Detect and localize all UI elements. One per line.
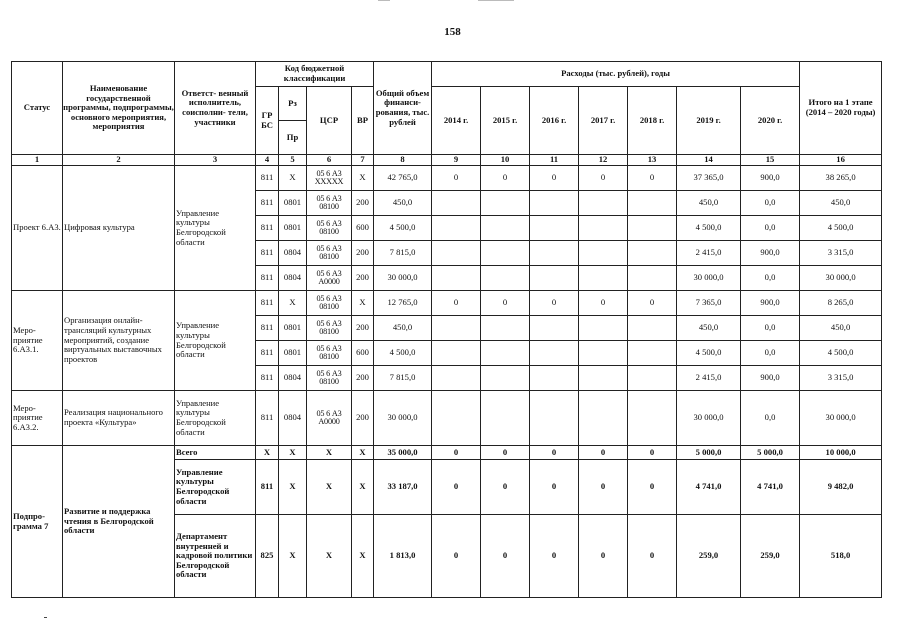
year-2020-cell: 0,0 [741,391,800,446]
year-2020-cell: 0,0 [741,216,800,241]
csr-cell: 05 6 А3 08100 [307,241,352,266]
stage-total-cell: 38 265,0 [800,166,882,191]
header-name: Наименование государственной программы, подпрограммы, основного мероприятия, мероприятия [63,62,175,155]
csr-cell: 05 6 А3 08100 [307,341,352,366]
column-number: 1 [12,155,63,166]
year-2018-cell [628,241,677,266]
table-row [12,446,882,460]
stage-total-cell: 4 500,0 [800,216,882,241]
header-csr: ЦСР [307,87,352,155]
year-2014-cell: 0 [432,446,481,460]
year-2016-cell: 0 [530,446,579,460]
grbs-cell: Х [256,446,279,460]
column-number: 11 [530,155,579,166]
total-cell: 7 815,0 [374,241,432,266]
subprogram-body [12,446,882,598]
table-row [12,291,882,316]
year-2015-cell [481,191,530,216]
year-2018-cell [628,341,677,366]
grbs-cell: 811 [256,366,279,391]
column-number: 16 [800,155,882,166]
column-number: 12 [579,155,628,166]
row-executor: Департамент внутренней и кадровой политики Белгородской области [175,515,256,598]
row-executor: Управление культуры Белгородской области [175,291,256,391]
csr-cell: 05 6 А3 08100 [307,366,352,391]
year-2014-cell: 0 [432,460,481,515]
vr-cell: Х [352,166,374,191]
year-2019-cell: 30 000,0 [677,391,741,446]
vr-cell: 200 [352,241,374,266]
total-cell: 450,0 [374,191,432,216]
vr-cell: 200 [352,391,374,446]
year-2017-cell [579,266,628,291]
year-2014-cell: 0 [432,515,481,598]
header-rz: Рз [279,87,307,121]
year-2019-cell: 2 415,0 [677,241,741,266]
year-2017-cell [579,391,628,446]
total-cell: 33 187,0 [374,460,432,515]
rz-pr-cell: 0804 [279,391,307,446]
vr-cell: 200 [352,366,374,391]
header-total-volume: Общий объем финанси- рования, тыс. рублей [374,62,432,155]
year-2014-cell [432,366,481,391]
groups-body [12,166,882,446]
year-2015-cell: 0 [481,291,530,316]
year-2017-cell [579,216,628,241]
year-2016-cell: 0 [530,515,579,598]
year-2014-cell [432,316,481,341]
row-executor: Управление культуры Белгородской области [175,166,256,291]
year-2015-cell [481,366,530,391]
page-mark [44,617,47,618]
row-executor: Всего [175,446,256,460]
year-2018-cell [628,391,677,446]
stage-total-cell: 450,0 [800,191,882,216]
rz-pr-cell: 0801 [279,216,307,241]
stage-total-cell: 3 315,0 [800,366,882,391]
year-2016-cell [530,316,579,341]
grbs-cell: 811 [256,316,279,341]
grbs-cell: 811 [256,241,279,266]
header-year-2019: 2019 г. [677,87,741,155]
csr-cell: 05 6 А3 08100 [307,316,352,341]
header-pr: Пр [279,121,307,155]
year-2020-cell: 0,0 [741,316,800,341]
year-2018-cell: 0 [628,515,677,598]
year-2016-cell: 0 [530,460,579,515]
year-2017-cell: 0 [579,460,628,515]
row-status: Подпро- грамма 7 [12,446,63,598]
year-2019-cell: 37 365,0 [677,166,741,191]
stage-total-cell: 30 000,0 [800,266,882,291]
year-2020-cell: 5 000,0 [741,446,800,460]
column-number: 10 [481,155,530,166]
header-year-2015: 2015 г. [481,87,530,155]
total-cell: 30 000,0 [374,266,432,291]
top-rule-right [478,0,514,1]
year-2017-cell [579,241,628,266]
year-2019-cell: 4 741,0 [677,460,741,515]
year-2018-cell [628,316,677,341]
year-2019-cell: 259,0 [677,515,741,598]
header-budget-code: Код бюджетной классификации [256,62,374,87]
row-executor: Управление культуры Белгородской области [175,460,256,515]
rz-pr-cell: Х [279,515,307,598]
top-rule-left [378,0,390,1]
year-2020-cell: 900,0 [741,166,800,191]
row-name: Реализация национального проекта «Культура» [63,391,175,446]
year-2017-cell: 0 [579,166,628,191]
year-2020-cell: 259,0 [741,515,800,598]
year-2018-cell [628,266,677,291]
year-2020-cell: 900,0 [741,291,800,316]
csr-cell: 05 6 А3 ХХХХХ [307,166,352,191]
year-2017-cell [579,366,628,391]
year-2018-cell: 0 [628,166,677,191]
total-cell: 30 000,0 [374,391,432,446]
grbs-cell: 811 [256,391,279,446]
header-year-2020: 2020 г. [741,87,800,155]
total-cell: 450,0 [374,316,432,341]
column-number: 6 [307,155,352,166]
row-name: Организация онлайн- трансляций культурных мероприятий, создание виртуальных выставочных проектов [63,291,175,391]
vr-cell: 200 [352,316,374,341]
total-cell: 42 765,0 [374,166,432,191]
stage-total-cell: 9 482,0 [800,460,882,515]
budget-table [11,61,882,598]
rz-pr-cell: 0801 [279,341,307,366]
year-2014-cell [432,216,481,241]
header-status: Статус [12,62,63,155]
total-cell: 7 815,0 [374,366,432,391]
page-number: 158 [444,26,461,38]
year-2019-cell: 30 000,0 [677,266,741,291]
total-cell: 12 765,0 [374,291,432,316]
year-2020-cell: 900,0 [741,241,800,266]
year-2014-cell [432,341,481,366]
year-2017-cell [579,341,628,366]
header-vr: ВР [352,87,374,155]
rz-pr-cell: Х [279,291,307,316]
csr-cell: Х [307,460,352,515]
grbs-cell: 811 [256,341,279,366]
column-number: 2 [63,155,175,166]
row-status: Проект 6.А3. [12,166,63,291]
vr-cell: Х [352,446,374,460]
column-number: 4 [256,155,279,166]
row-status: Меро- приятие 6.А3.1. [12,291,63,391]
year-2018-cell: 0 [628,291,677,316]
rz-pr-cell: Х [279,460,307,515]
header-year-2016: 2016 г. [530,87,579,155]
table-row [12,391,882,446]
header-year-2014: 2014 г. [432,87,481,155]
year-2015-cell [481,391,530,446]
year-2015-cell [481,341,530,366]
year-2017-cell: 0 [579,515,628,598]
vr-cell: Х [352,291,374,316]
vr-cell: Х [352,515,374,598]
year-2016-cell [530,191,579,216]
grbs-cell: 811 [256,266,279,291]
grbs-cell: 811 [256,166,279,191]
year-2017-cell: 0 [579,446,628,460]
total-cell: 35 000,0 [374,446,432,460]
header-stage-total: Итого на 1 этапе (2014 – 2020 годы) [800,62,882,155]
stage-total-cell: 8 265,0 [800,291,882,316]
year-2015-cell [481,241,530,266]
year-2014-cell [432,391,481,446]
rz-pr-cell: 0801 [279,316,307,341]
stage-total-cell: 4 500,0 [800,341,882,366]
vr-cell: 600 [352,216,374,241]
year-2016-cell [530,241,579,266]
rz-pr-cell: 0804 [279,366,307,391]
year-2019-cell: 4 500,0 [677,216,741,241]
year-2014-cell [432,266,481,291]
year-2019-cell: 7 365,0 [677,291,741,316]
year-2018-cell: 0 [628,446,677,460]
rz-pr-cell: 0801 [279,191,307,216]
year-2016-cell [530,391,579,446]
row-status: Меро- приятие 6.А3.2. [12,391,63,446]
year-2017-cell: 0 [579,291,628,316]
stage-total-cell: 30 000,0 [800,391,882,446]
year-2015-cell: 0 [481,166,530,191]
total-cell: 1 813,0 [374,515,432,598]
year-2018-cell [628,366,677,391]
stage-total-cell: 518,0 [800,515,882,598]
header-grbs: ГР БС [256,87,279,155]
year-2019-cell: 450,0 [677,191,741,216]
column-number: 14 [677,155,741,166]
year-2014-cell: 0 [432,291,481,316]
grbs-cell: 811 [256,291,279,316]
total-cell: 4 500,0 [374,341,432,366]
csr-cell: Х [307,515,352,598]
grbs-cell: 811 [256,460,279,515]
csr-cell: 05 6 А3 08100 [307,191,352,216]
column-number-row [12,155,882,166]
csr-cell: 05 6 А3 А0000 [307,391,352,446]
year-2019-cell: 4 500,0 [677,341,741,366]
stage-total-cell: 450,0 [800,316,882,341]
year-2016-cell: 0 [530,166,579,191]
column-number: 15 [741,155,800,166]
year-2014-cell [432,241,481,266]
table-row [12,166,882,191]
year-2016-cell [530,266,579,291]
year-2020-cell: 4 741,0 [741,460,800,515]
rz-pr-cell: Х [279,446,307,460]
csr-cell: 05 6 А3 08100 [307,291,352,316]
rz-pr-cell: Х [279,166,307,191]
year-2015-cell: 0 [481,446,530,460]
year-2019-cell: 450,0 [677,316,741,341]
year-2017-cell [579,191,628,216]
grbs-cell: 825 [256,515,279,598]
year-2015-cell [481,316,530,341]
year-2020-cell: 0,0 [741,341,800,366]
rz-pr-cell: 0804 [279,266,307,291]
rz-pr-cell: 0804 [279,241,307,266]
year-2018-cell: 0 [628,460,677,515]
row-executor: Управление культуры Белгородской области [175,391,256,446]
year-2020-cell: 900,0 [741,366,800,391]
row-name: Цифровая культура [63,166,175,291]
year-2015-cell [481,266,530,291]
csr-cell: 05 6 А3 А0000 [307,266,352,291]
column-number: 3 [175,155,256,166]
vr-cell: 600 [352,341,374,366]
grbs-cell: 811 [256,191,279,216]
year-2019-cell: 5 000,0 [677,446,741,460]
year-2020-cell: 0,0 [741,191,800,216]
header-year-2018: 2018 г. [628,87,677,155]
header-expenses: Расходы (тыс. рублей), годы [432,62,800,87]
table-header [12,62,882,166]
header-year-2017: 2017 г. [579,87,628,155]
column-number: 9 [432,155,481,166]
column-number: 13 [628,155,677,166]
year-2015-cell: 0 [481,515,530,598]
csr-cell: 05 6 А3 08100 [307,216,352,241]
stage-total-cell: 3 315,0 [800,241,882,266]
year-2017-cell [579,316,628,341]
grbs-cell: 811 [256,216,279,241]
year-2016-cell: 0 [530,291,579,316]
csr-cell: Х [307,446,352,460]
year-2016-cell [530,216,579,241]
year-2016-cell [530,341,579,366]
column-number: 7 [352,155,374,166]
header-executor: Ответст- венный исполнитель, соисполни- тели, участники [175,62,256,155]
year-2014-cell [432,191,481,216]
vr-cell: 200 [352,191,374,216]
year-2019-cell: 2 415,0 [677,366,741,391]
stage-total-cell: 10 000,0 [800,446,882,460]
row-name: Развитие и поддержка чтения в Белгородской области [63,446,175,598]
year-2018-cell [628,216,677,241]
year-2014-cell: 0 [432,166,481,191]
column-number: 8 [374,155,432,166]
total-cell: 4 500,0 [374,216,432,241]
column-number: 5 [279,155,307,166]
year-2015-cell [481,216,530,241]
year-2016-cell [530,366,579,391]
year-2015-cell: 0 [481,460,530,515]
vr-cell: Х [352,460,374,515]
vr-cell: 200 [352,266,374,291]
year-2020-cell: 0,0 [741,266,800,291]
year-2018-cell [628,191,677,216]
